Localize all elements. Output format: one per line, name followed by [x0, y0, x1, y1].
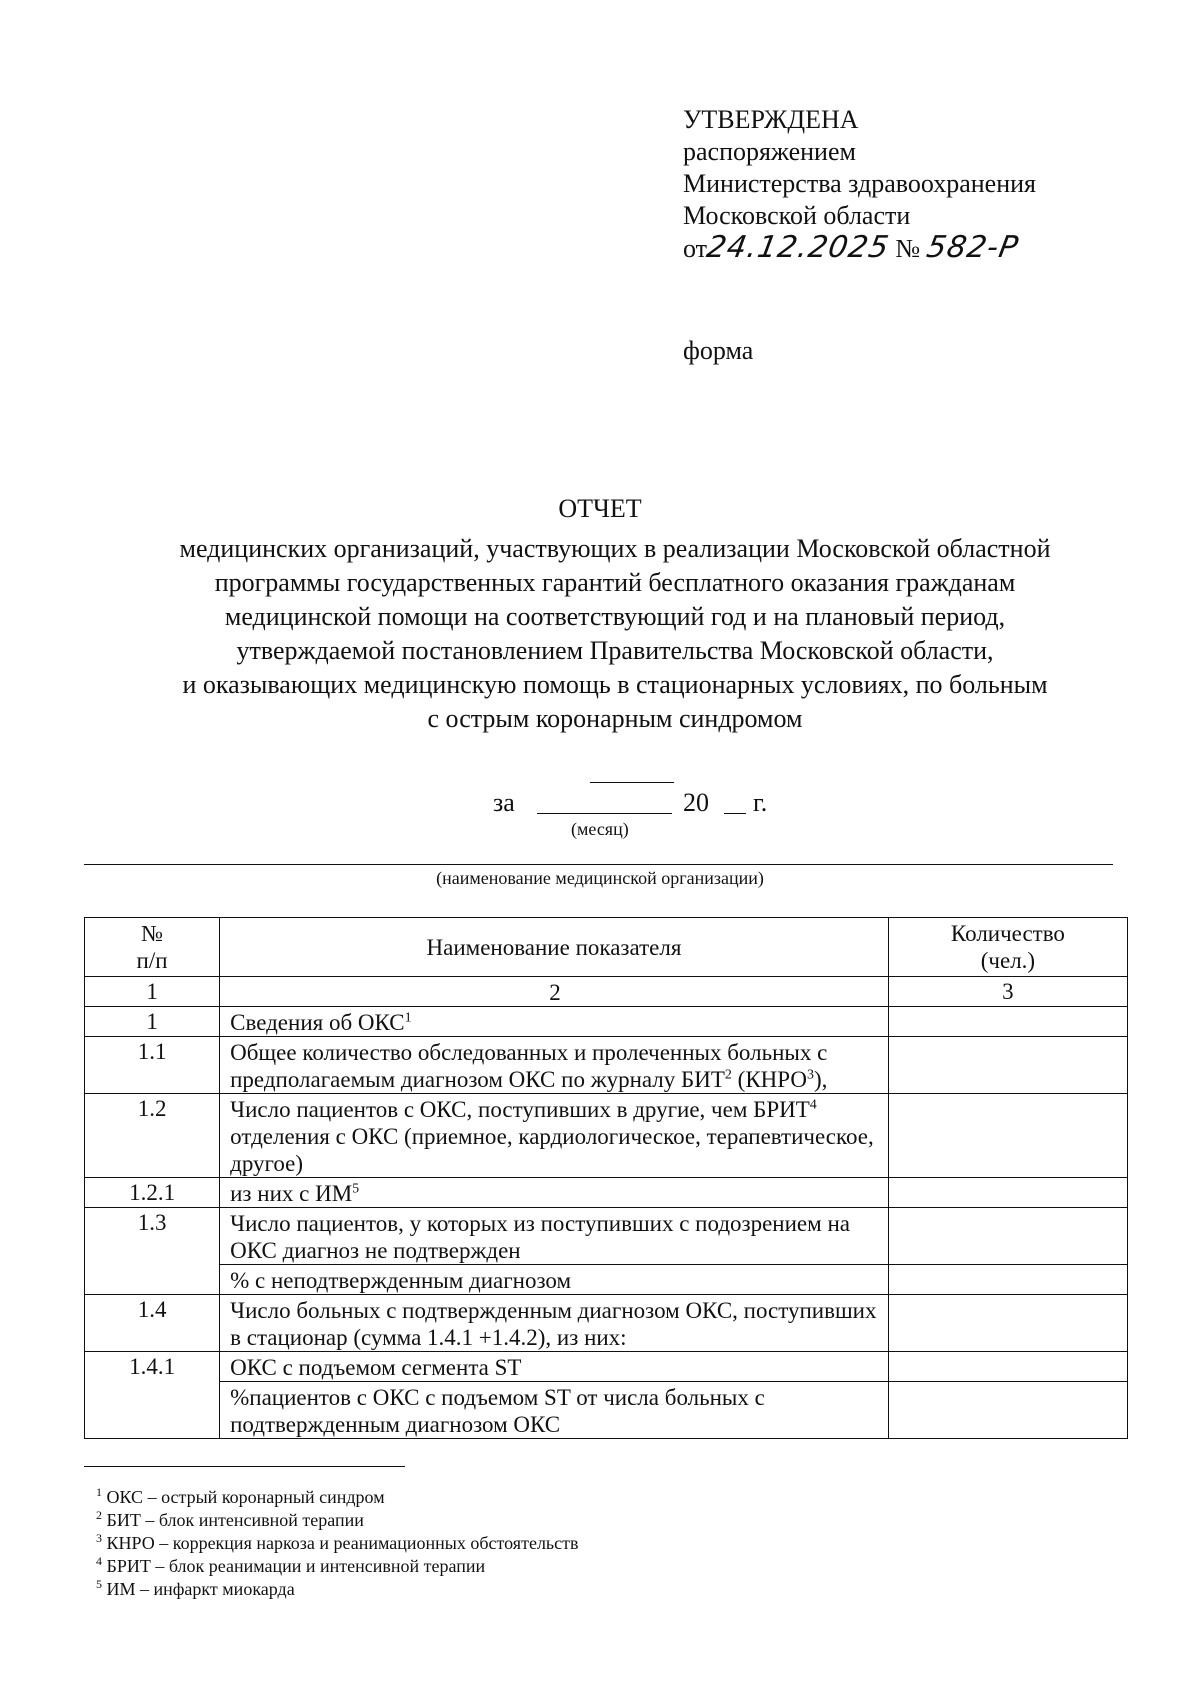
row-num: 1.2: [85, 1094, 220, 1178]
footnote-ref: 4: [809, 1097, 817, 1113]
column-number: 2: [220, 977, 889, 1007]
header-num: [85, 918, 220, 977]
approval-line-1: распоряжением: [683, 137, 856, 166]
row-num: 1.1: [85, 1037, 220, 1094]
approval-line-3: Московской области: [683, 201, 911, 230]
handwritten-number: 582-Р: [923, 230, 1021, 265]
footnote-ref: 5: [352, 1181, 360, 1197]
subtitle-line: и оказывающих медицинскую помощь в стационарных условиях, по больным: [182, 670, 1048, 699]
row-qty-cell[interactable]: [888, 1094, 1127, 1178]
table-row: [85, 1352, 1128, 1382]
table-row: [85, 1037, 1128, 1094]
row-qty-cell[interactable]: [888, 1178, 1127, 1208]
organization-name-line[interactable]: [84, 864, 1113, 865]
organization-caption: (наименование медицинской организации): [436, 868, 764, 888]
approval-block: [683, 104, 1036, 265]
year-prefix: 20: [683, 788, 709, 817]
footnote: [96, 1555, 579, 1578]
footnotes: [96, 1486, 579, 1601]
approval-line-2: Министерства здравоохранения: [683, 169, 1036, 198]
number-prefix: №: [895, 234, 921, 263]
footnote-mark: 4: [96, 1554, 102, 1568]
approval-date-line: [683, 232, 1036, 265]
footnote-text: БИТ – блок интенсивной терапии: [106, 1510, 364, 1530]
column-number: 1: [85, 977, 220, 1007]
row-text-part: из них с ИМ: [230, 1181, 353, 1206]
approval-status: УТВЕРЖДЕНА: [683, 105, 859, 134]
table-row: [85, 1094, 1128, 1178]
row-qty-cell[interactable]: [888, 1265, 1127, 1295]
row-text: [220, 1037, 889, 1094]
table-row: [85, 1382, 1128, 1439]
row-text-part: Число пациентов с ОКС, поступивших в другие, чем БРИТ: [230, 1097, 810, 1122]
date-prefix: от: [683, 234, 708, 263]
header-num-line2: п/п: [136, 948, 168, 973]
handwritten-date: 24.12.2025: [704, 230, 892, 265]
period-prefix: за: [493, 788, 515, 817]
row-num: 1: [85, 1007, 220, 1037]
footnote-separator: [84, 1466, 405, 1467]
footnote: [96, 1532, 579, 1555]
row-text: %пациентов с ОКС с подъемом ST от числа больных с подтвержденным диагнозом ОКС: [220, 1382, 889, 1439]
row-qty-cell[interactable]: [888, 1295, 1127, 1352]
footnote-mark: 1: [96, 1485, 102, 1499]
header-qty-line1: Количество: [950, 921, 1065, 946]
row-text: Число пациентов, у которых из поступивших с подозрением на ОКС диагноз не подтвержден: [220, 1208, 889, 1265]
row-num: 1.3: [85, 1208, 220, 1295]
footnote: [96, 1509, 579, 1532]
footnote-text: КНРО – коррекция наркоза и реанимационных обстоятельств: [106, 1533, 579, 1553]
row-num: 1.4: [85, 1295, 220, 1352]
row-text: [220, 1094, 889, 1178]
row-qty-cell[interactable]: [888, 1007, 1127, 1037]
table-header-row: [85, 918, 1128, 977]
row-qty-cell[interactable]: [888, 1208, 1127, 1265]
month-caption: (месяц): [571, 819, 629, 839]
table-row: [85, 1208, 1128, 1265]
row-qty-cell[interactable]: [888, 1382, 1127, 1439]
row-text: % с неподтвержденным диагнозом: [220, 1265, 889, 1295]
footnote: [96, 1486, 579, 1509]
header-num-line1: №: [141, 921, 164, 946]
footnote-ref: 1: [404, 1010, 412, 1026]
footnote-text: ИМ – инфаркт миокарда: [106, 1579, 295, 1599]
subtitle-line: медицинской помощи на соответствующий год и на плановый период,: [224, 602, 1006, 631]
form-label: форма: [683, 336, 754, 365]
report-title: ОТЧЕТ: [558, 494, 642, 523]
row-text-part: Общее количество обследованных и пролеченных больных с предполагаемым диагнозом ОКС по журналу БИТ: [230, 1040, 828, 1092]
subtitle-line: медицинских организаций, участвующих в реализации Московской областной: [179, 534, 1051, 563]
table-row: [85, 1007, 1128, 1037]
footnote-ref: 2: [724, 1067, 732, 1083]
row-text: [220, 1007, 889, 1037]
row-qty-cell[interactable]: [888, 1037, 1127, 1094]
subtitle-line: с острым коронарным синдромом: [427, 704, 803, 733]
header-qty: [888, 918, 1127, 977]
row-text-part: отделения с ОКС (приемное, кардиологическое, терапевтическое, другое): [230, 1124, 874, 1176]
year-blank[interactable]: [724, 813, 746, 814]
header-name: Наименование показателя: [220, 918, 889, 977]
footnote-mark: 3: [96, 1531, 102, 1545]
subtitle-line: утверждаемой постановлением Правительства Московской области,: [236, 636, 994, 665]
footnote-mark: 5: [96, 1577, 102, 1591]
table-row: [85, 1178, 1128, 1208]
footnote-text: ОКС – острый коронарный синдром: [106, 1487, 385, 1507]
month-dash-line: [590, 782, 674, 783]
year-suffix: г.: [753, 788, 768, 817]
table-row: [85, 1295, 1128, 1352]
row-num: 1.2.1: [85, 1178, 220, 1208]
header-qty-line2: (чел.): [980, 948, 1036, 973]
column-number: 3: [888, 977, 1127, 1007]
row-text: [220, 1178, 889, 1208]
footnote-text: БРИТ – блок реанимации и интенсивной терапии: [106, 1556, 486, 1576]
row-text-part: Сведения об ОКС: [230, 1010, 405, 1035]
row-text: ОКС с подъемом сегмента ST: [220, 1352, 889, 1382]
subtitle-line: программы государственных гарантий бесплатного оказания гражданам: [214, 568, 1016, 597]
report-subtitle: [130, 532, 1100, 736]
row-num: 1.4.1: [85, 1352, 220, 1439]
footnote-mark: 2: [96, 1508, 102, 1522]
report-table: [84, 917, 1128, 1439]
row-text-part: (КНРО: [731, 1067, 807, 1092]
footnote-ref: 3: [806, 1067, 814, 1083]
row-text: Число больных с подтвержденным диагнозом ОКС, поступивших в стационар (сумма 1.4.1 +1.4.2), из них:: [220, 1295, 889, 1352]
row-qty-cell[interactable]: [888, 1352, 1127, 1382]
footnote: [96, 1578, 579, 1601]
row-text-part: ),: [813, 1067, 828, 1092]
month-blank[interactable]: [537, 813, 672, 814]
table-row: [85, 1265, 1128, 1295]
column-number-row: [85, 977, 1128, 1007]
